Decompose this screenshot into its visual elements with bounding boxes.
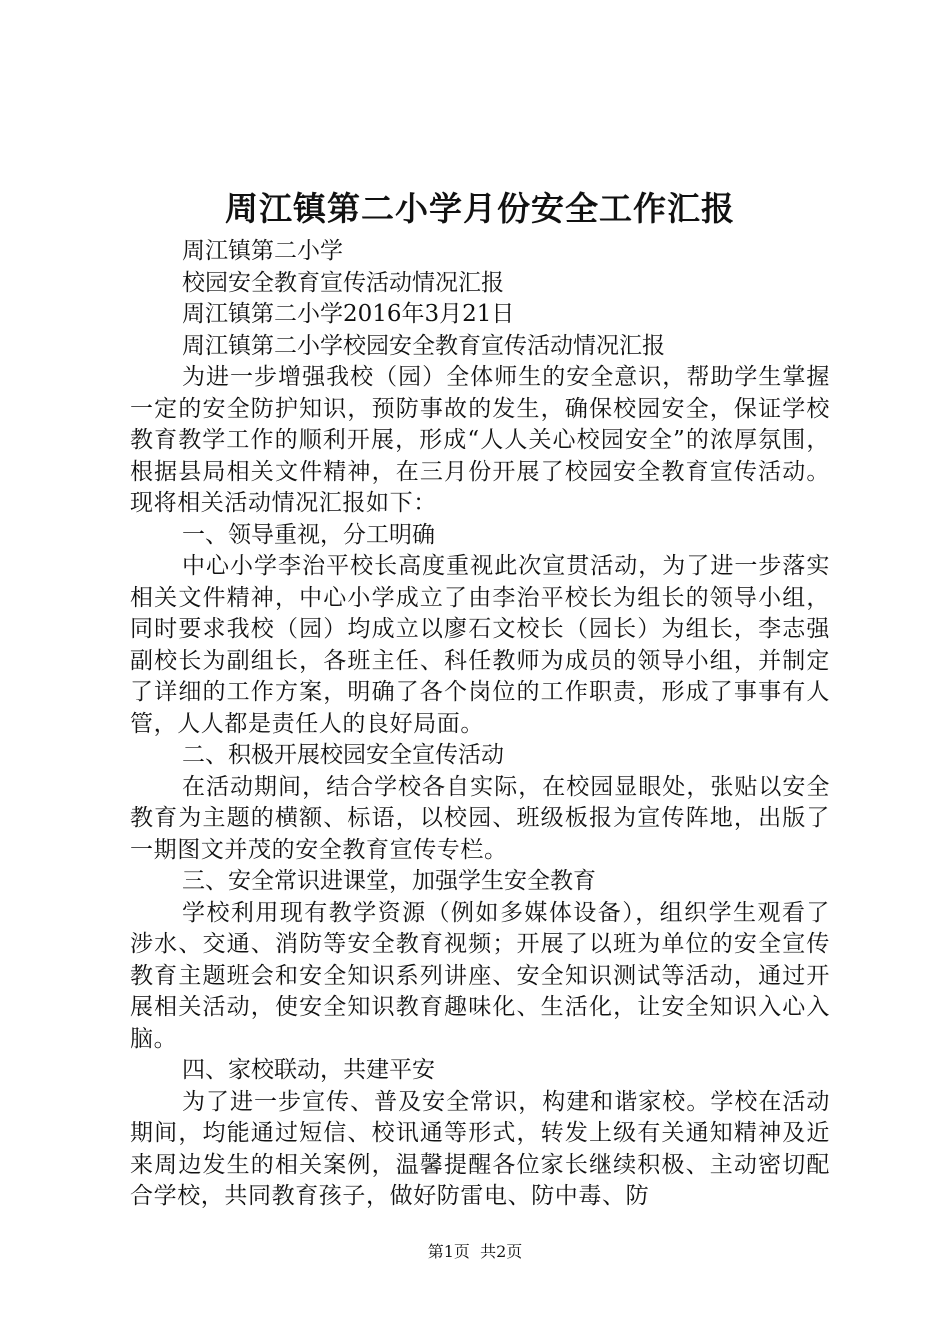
section-body-4: 为了进一步宣传、普及安全常识，构建和谐家校。学校在活动期间，均能通过短信、校讯通等形式，转发上级有关通知精神及近来周边发生的相关案例，温馨提醒各位家长继续积极、主动密切配合学校，共同教育孩子，做好防雷电、防中毒、防	[130, 1088, 830, 1209]
report-subtitle-line: 校园安全教育宣传活动情况汇报	[182, 269, 504, 296]
section-body-2: 在活动期间，结合学校各自实际，在校园显眼处，张贴以安全教育为主题的横额、标语，以校园、班级板报为宣传阵地，出版了一期图文并茂的安全教育宣传专栏。	[130, 773, 830, 863]
page-number-footer: 第1页 共2页	[427, 1242, 523, 1261]
section-heading-1: 一、领导重视，分工明确	[182, 521, 435, 548]
section-heading-2: 二、积极开展校园安全宣传活动	[182, 742, 504, 768]
intro-paragraph: 为进一步增强我校（园）全体师生的安全意识，帮助学生掌握一定的安全防护知识，预防事故的发生，确保校园安全，保证学校教育教学工作的顺利开展，形成“人人关心校园安全”的浓厚氛围，根据县局相关文件精神，在三月份开展了校园安全教育宣传活动。现将相关活动情况汇报如下：	[130, 364, 830, 516]
section-body-3: 学校利用现有教学资源（例如多媒体设备），组织学生观看了涉水、交通、消防等安全教育视频；开展了以班为单位的安全宣传教育主题班会和安全知识系列讲座、安全知识测试等活动，通过开展相关活动，使安全知识教育趣味化、生活化，让安全知识入心入脑。	[130, 899, 830, 1052]
section-body-1: 中心小学李治平校长高度重视此次宣贯活动，为了进一步落实相关文件精神，中心小学成立了由李治平校长为组长的领导小组，同时要求我校（园）均成立以廖石文校长（园长）为组长，李志强副校长为副组长，各班主任、科任教师为成员的领导小组，并制定了详细的工作方案，明确了各个岗位的工作职责，形成了事事有人管，人人都是责任人的良好局面。	[130, 553, 830, 737]
report-date-line: 周江镇第二小学2016年3月21日	[182, 301, 515, 327]
report-full-title-line: 周江镇第二小学校园安全教育宣传活动情况汇报	[182, 332, 665, 359]
section-heading-3: 三、安全常识进课堂，加强学生安全教育	[182, 868, 596, 894]
school-name-line: 周江镇第二小学	[182, 238, 343, 264]
document-page	[130, 186, 830, 1213]
document-title: 周江镇第二小学月份安全工作汇报	[225, 189, 735, 228]
section-heading-4: 四、家校联动，共建平安	[182, 1057, 435, 1083]
